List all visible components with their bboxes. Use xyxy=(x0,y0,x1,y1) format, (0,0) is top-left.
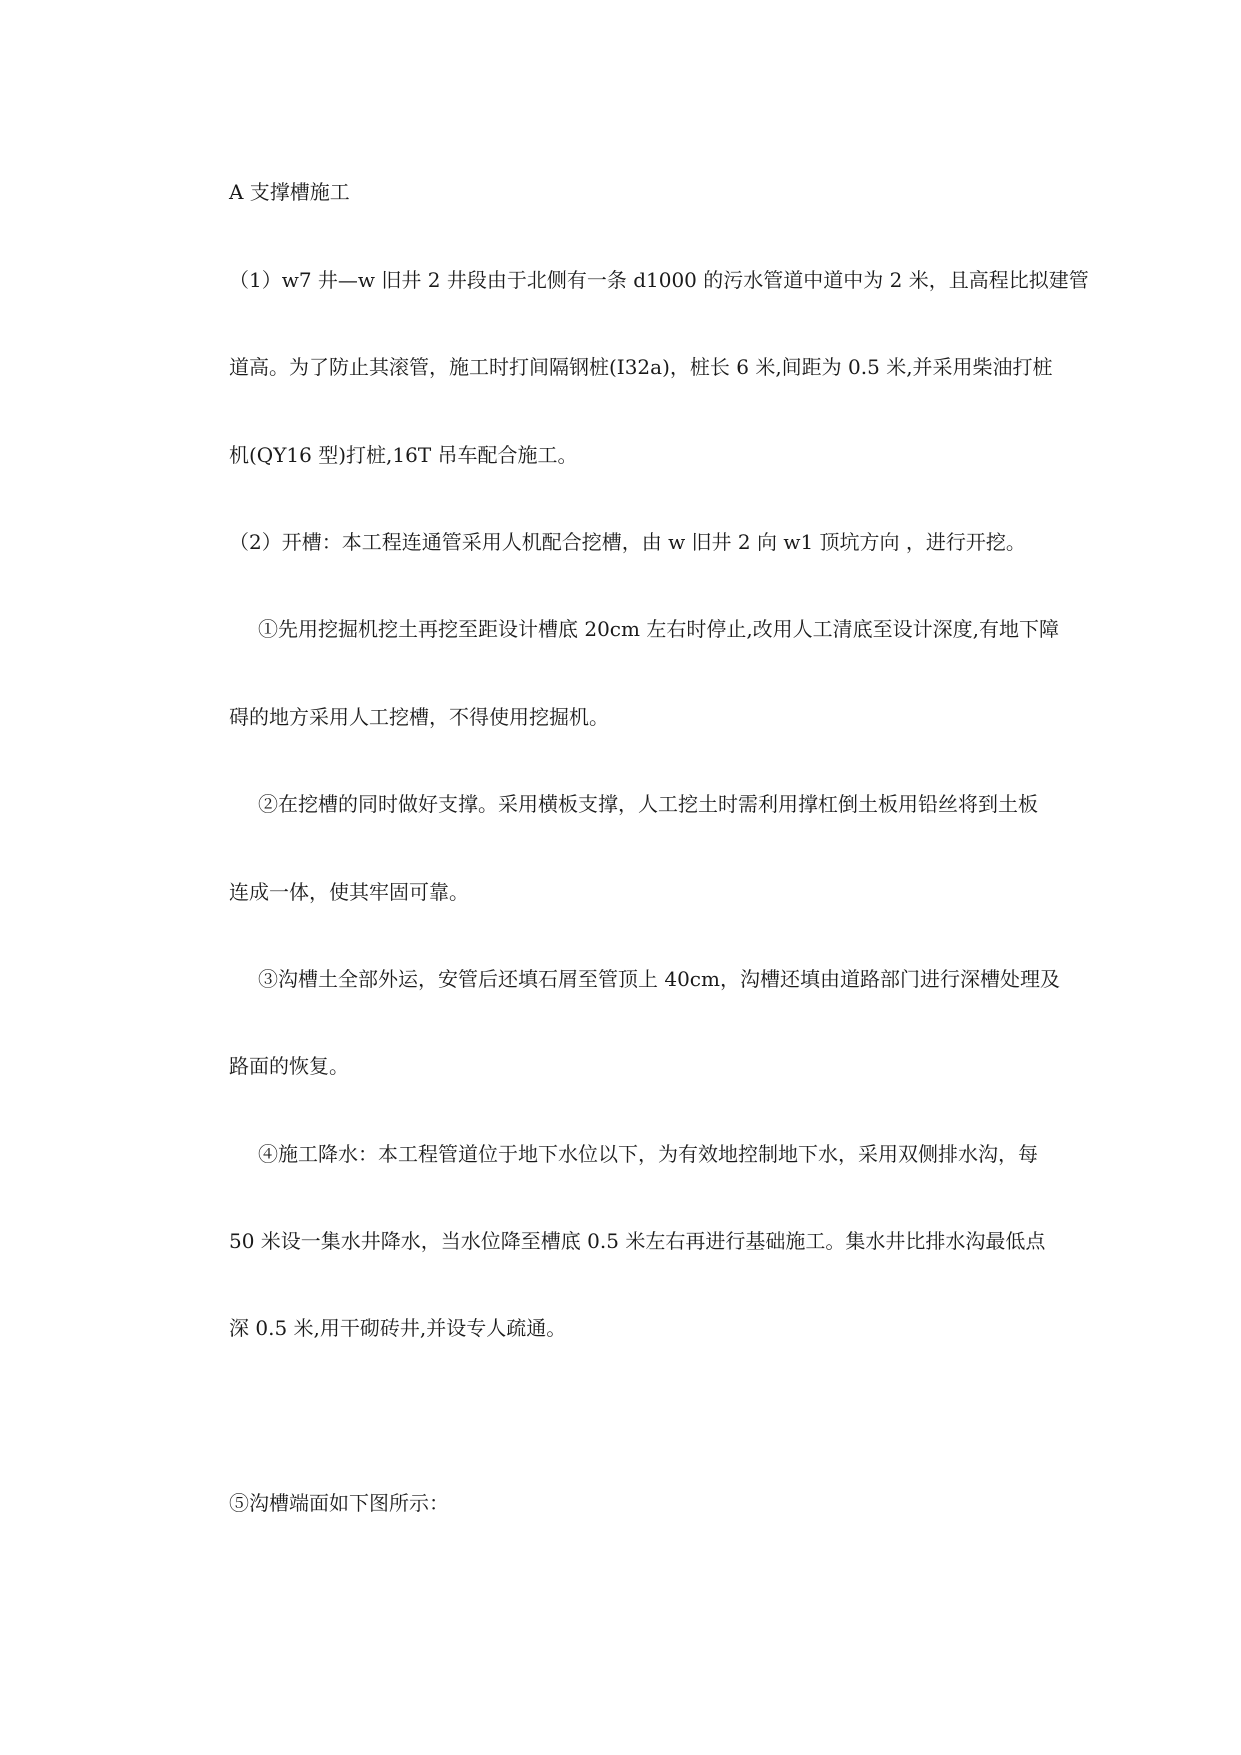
item-5-line-1: ⑤沟槽端面如下图所示： xyxy=(229,1491,449,1515)
item-3-line-2: 路面的恢复。 xyxy=(229,1054,349,1078)
item-3-line-1: ③沟槽土全部外运，安管后还填石屑至管顶上 40cm，沟槽还填由道路部门进行深槽处理及 xyxy=(258,967,1060,991)
item-4-line-2: 50 米设一集水井降水，当水位降至槽底 0.5 米左右再进行基础施工。集水井比排水沟最低点 xyxy=(229,1229,1046,1253)
paragraph-1-line-1: （1）w7 井—w 旧井 2 井段由于北侧有一条 d1000 的污水管道中道中为 2 米，且高程比拟建管 xyxy=(229,268,1089,292)
item-4-line-3: 深 0.5 米,用干砌砖井,并设专人疏通。 xyxy=(229,1316,567,1340)
item-1-line-2: 碍的地方采用人工挖槽，不得使用挖掘机。 xyxy=(229,705,609,729)
paragraph-2-line-1: （2）开槽：本工程连通管采用人机配合挖槽，由 w 旧井 2 向 w1 顶坑方向 ，进行开挖。 xyxy=(229,530,1026,554)
paragraph-1-line-3: 机(QY16 型)打桩,16T 吊车配合施工。 xyxy=(229,443,578,467)
item-2-line-1: ②在挖槽的同时做好支撑。采用横板支撑，人工挖土时需利用撑杠倒土板用铅丝将到土板 xyxy=(258,792,1038,816)
item-2-line-2: 连成一体，使其牢固可靠。 xyxy=(229,880,469,904)
item-4-line-1: ④施工降水：本工程管道位于地下水位以下，为有效地控制地下水，采用双侧排水沟，每 xyxy=(258,1142,1038,1166)
paragraph-1-line-2: 道高。为了防止其滚管，施工时打间隔钢桩(I32a)，桩长 6 米,间距为 0.5 米,并采用柴油打桩 xyxy=(229,355,1053,379)
section-title: A 支撑槽施工 xyxy=(229,180,350,204)
item-1-line-1: ①先用挖掘机挖土再挖至距设计槽底 20cm 左右时停止,改用人工清底至设计深度,有地下障 xyxy=(258,617,1060,641)
